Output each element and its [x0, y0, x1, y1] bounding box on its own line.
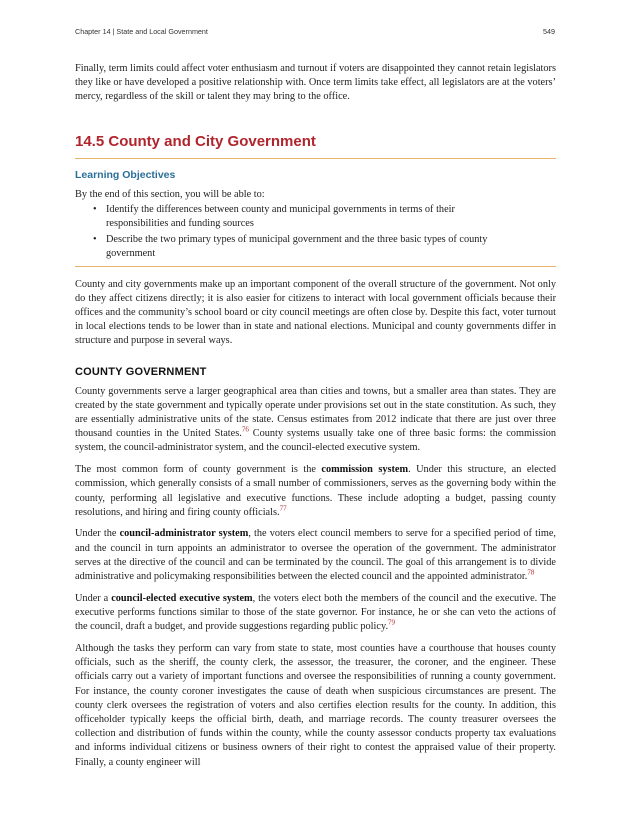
learning-objective-item — [93, 233, 516, 261]
paragraph-text: Under a — [75, 592, 112, 604]
paragraph-text: The most common form of county government is the — [75, 464, 322, 476]
learning-objective-item — [93, 203, 516, 231]
chapter-title: Chapter 14 | State and Local Government — [75, 27, 208, 36]
learning-objective-text: Identify the differences between county and municipal governments in terms of their responsibilities and funding sources — [106, 203, 455, 230]
paragraph-text: , the voters elect both the members of the council and the executive. The executive performs functions similar to those of the state governor. For instance, he or she can veto the actions of the council, draft a budget, and provide suggestions regarding public policy. — [75, 592, 556, 633]
paragraph-text: County governments serve a larger geographical area than cities and towns, but a smaller area than states. They are created by the state government and typically operate under provisions set out in the state constitution. As such, they are essentially administrative units of the state. Census estimates from 2012 indicate that there are just over three thousand counties in the United States. — [75, 385, 556, 440]
section-title: 14.5 County and City Government — [75, 132, 316, 150]
paragraph-text: County systems usually take one of three basic forms: the commission system, the council-administrator system, and the council-elected executive system. — [75, 428, 556, 454]
running-header — [75, 27, 555, 39]
county-officials-paragraph: Although the tasks they perform can vary from state to state, most counties have a courthouse that houses county officials, such as the sheriff, the county clerk, the assessor, the treasurer, the coroner, and the engineer. These officials carry out a variety of important functions and oversee the responsibilities of running a county government. For instance, the county coroner investigates the cause of death when suspicious circumstances are present. The county clerk oversees the registration of voters and also certifies election results for the county. In addition, this officeholder typically keeps the official birth, death, and marriage records. The county treasurer oversees the collection and distribution of funds within the county, while the county assessor conducts property tax evaluations and informs individual citizens or business owners of their right to contest the appraised value of their property. Finally, a county engineer will — [75, 642, 556, 768]
paragraph-text: . Under this structure, an elected commission, which generally consists of a small number of commissioners, serves as the governing body within the county, performing all legislative and executive functions. These include adopting a budget, passing county resolutions, and hiring and firing county officials. — [75, 464, 556, 518]
paragraph-text: Under the — [75, 528, 120, 540]
page-body — [75, 62, 556, 777]
footnote-marker[interactable]: 78 — [527, 568, 535, 577]
learning-objective-text: Describe the two primary types of municipal government and the three basic types of county government — [106, 234, 488, 260]
paragraph-text: , the voters elect council members to serve for a specified period of time, and the council in turn appoints an administrator to oversee the operation of the government. The administrator serves at the directive of the council and can be terminated by the council. The goal of this arrangement is to divide administrative and policymaking responsibilities between the elected council and the appointed administrator. — [75, 528, 556, 583]
footnote-marker[interactable]: 76 — [241, 425, 249, 434]
county-paragraph — [75, 385, 556, 456]
key-term: commission system — [321, 464, 409, 476]
page-number: 549 — [543, 27, 555, 36]
objectives-divider — [75, 266, 556, 267]
bullet-icon: • — [93, 203, 97, 215]
learning-objectives-intro: By the end of this section, you will be able to: — [75, 188, 265, 200]
key-term: council-administrator system — [119, 528, 249, 540]
learning-objectives-title: Learning Objectives — [75, 168, 176, 181]
footnote-marker[interactable]: 79 — [388, 618, 396, 627]
council-administrator-paragraph — [75, 527, 556, 584]
footnote-marker[interactable]: 77 — [279, 504, 287, 513]
section-divider — [75, 158, 556, 159]
overview-paragraph: County and city governments make up an important component of the overall structure of the government. Not only do they affect citizens directly; it is also easier for citizens to interact with local government officials because their offices and the community’s school board or city council meetings are often close by. Despite this fact, voter turnout in local elections tends to be lower than in state and national elections. Municipal and county governments differ in structure and purpose in several ways. — [75, 278, 556, 347]
county-government-heading: COUNTY GOVERNMENT — [75, 365, 207, 378]
learning-objectives-list — [75, 203, 556, 262]
key-term: council-elected executive system — [111, 592, 253, 604]
intro-paragraph: Finally, term limits could affect voter enthusiasm and turnout if voters are disappointed they cannot retain legislators they like or have developed a positive relationship with. Once term limits take effect, all legislators are at the voters’ mercy, regardless of the skill or talent they may bring to the office. — [75, 63, 556, 103]
commission-system-paragraph — [75, 463, 556, 520]
bullet-icon: • — [93, 234, 97, 246]
council-elected-executive-paragraph — [75, 592, 556, 635]
